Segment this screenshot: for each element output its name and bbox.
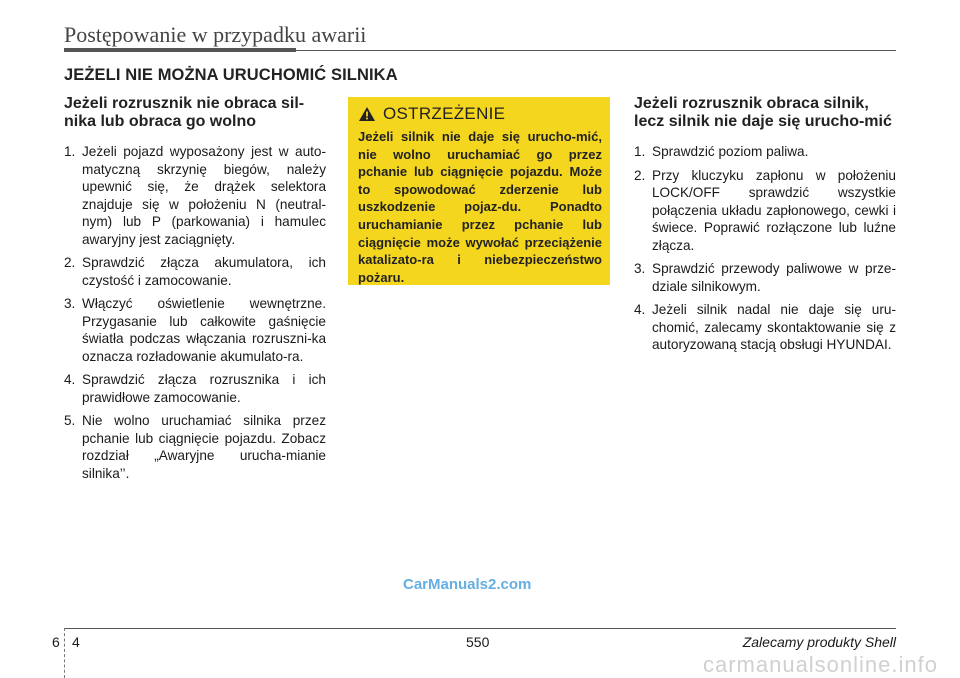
list-item: [64, 254, 326, 289]
right-steps: [634, 143, 896, 354]
step-number: 1.: [634, 144, 646, 159]
warning-header: [358, 104, 602, 124]
list-item: [634, 301, 896, 354]
list-item: [64, 143, 326, 248]
step-text: Jeżeli silnik nadal nie daje się uru-chomić, zalecamy skontaktowanie się z autoryzowaną stacją obsługi HYUNDAI.: [652, 302, 896, 352]
list-item: [634, 260, 896, 295]
step-number: 3.: [64, 296, 76, 311]
footer-page-number: 4: [72, 634, 80, 650]
left-steps: [64, 143, 326, 482]
left-heading: Jeżeli rozrusznik nie obraca sil-nika lub obraca go wolno: [64, 95, 305, 130]
right-column: [634, 95, 896, 360]
section-title: JEŻELI NIE MOŻNA URUCHOMIĆ SILNIKA: [64, 66, 398, 84]
warning-text: Jeżeli silnik nie daje się urucho-mić, nie wolno uruchamiać go przez pchanie lub ciągnięcie pojazdu. Może to spowodować zderzenie lub uszkodzenie pojaz-du. Ponadto uruchamianie przez pchanie lub ciągnięcie może wywołać przeciążenie katalizato-ra i niebezpieczeństwo pożaru.: [358, 129, 602, 285]
step-text: Sprawdzić złącza akumulatora, ich czystość i zamocowanie.: [82, 255, 326, 288]
warning-triangle-icon: [358, 106, 376, 122]
step-text: Sprawdzić złącza rozrusznika i ich prawidłowe zamocowanie.: [82, 372, 326, 405]
step-text: Włączyć oświetlenie wewnętrzne. Przygasanie lub całkowite gaśnięcie światła podczas włączania rozruszni-ka oznacza rozładowanie akumulato-ra.: [82, 296, 326, 364]
step-number: 4.: [634, 302, 646, 317]
bottom-watermark: carmanualsonline.info: [702, 652, 938, 677]
step-text: Nie wolno uruchamiać silnika przez pchanie lub ciągnięcie pojazdu. Zobacz rozdział „Awaryjne urucha-mianie silnika’’.: [82, 413, 326, 481]
list-item: [64, 412, 326, 482]
step-text: Jeżeli pojazd wyposażony jest w auto-matyczną skrzynię biegów, należy upewnić się, że drążek selektora znajduje się w położeniu N (neutral-nym) lub P (parkowania) i hamulec awaryjny jest zaciągnięty.: [82, 144, 326, 247]
right-heading: Jeżeli rozrusznik obraca silnik, lecz silnik nie daje się urucho-mić: [634, 95, 892, 130]
footer-center-number: 550: [466, 634, 490, 650]
step-number: 2.: [64, 255, 76, 270]
step-number: 1.: [64, 144, 76, 159]
warning-box: [348, 97, 610, 285]
header-rule: [64, 50, 896, 51]
list-item: [64, 371, 326, 406]
step-text: Sprawdzić poziom paliwa.: [652, 144, 809, 159]
left-column: [64, 95, 326, 488]
step-number: 4.: [64, 372, 76, 387]
list-item: [64, 295, 326, 365]
list-item: [634, 143, 896, 161]
step-text: Przy kluczyku zapłonu w położeniu LOCK/OFF sprawdzić wszystkie połączenia układu zapłonowego, cewki i świece. Poprawić rozłączone lub luźne złącza.: [652, 167, 896, 253]
list-item: [634, 167, 896, 255]
footer-note: Zalecamy produkty Shell: [742, 634, 896, 650]
step-text: Sprawdzić przewody paliwowe w prze-dziale silnikowym.: [652, 261, 896, 294]
step-number: 3.: [634, 261, 646, 276]
footer-divider: [64, 628, 66, 678]
step-number: 5.: [64, 413, 76, 428]
header-title: Postępowanie w przypadku awarii: [64, 22, 367, 47]
warning-title: OSTRZEŻENIE: [383, 104, 506, 123]
watermark-link[interactable]: CarManuals2.com: [403, 576, 532, 593]
step-number: 2.: [634, 167, 646, 183]
footer-rule: [64, 628, 896, 629]
footer-chapter-number: 6: [52, 634, 60, 650]
